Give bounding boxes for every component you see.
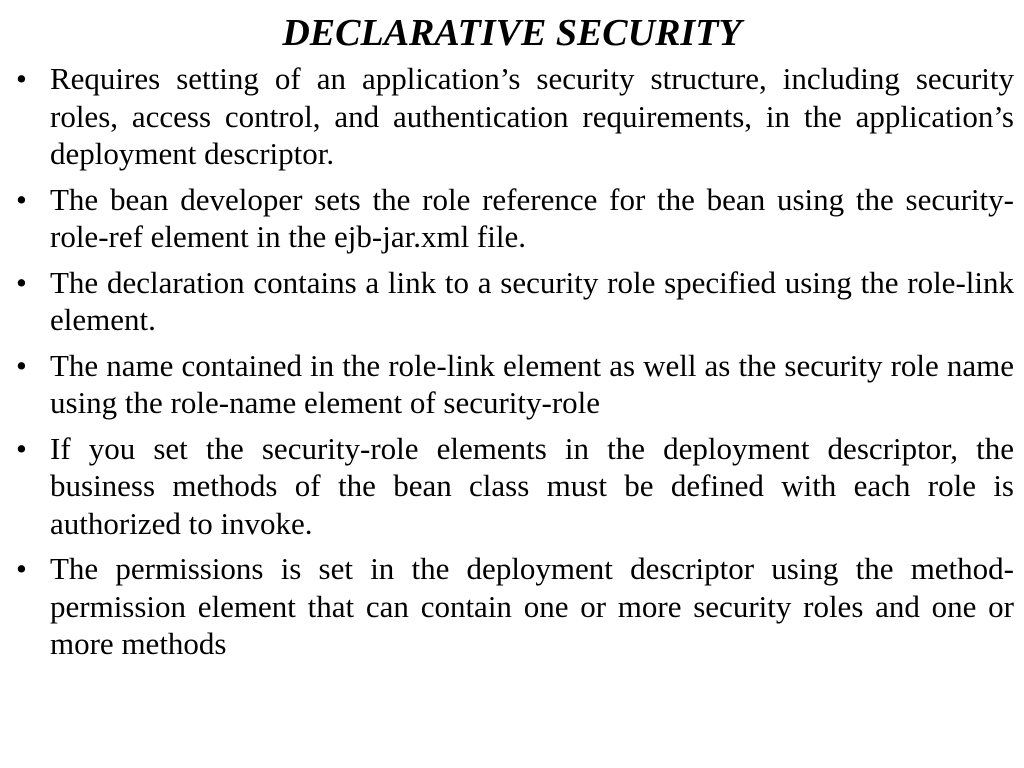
bullet-text: The permissions is set in the deployment descriptor using the method-permission element that can contain one or more security roles and one or more methods [50,551,1014,661]
bullet-item [12,181,1014,256]
bullet-text: The declaration contains a link to a security role specified using the role-link element. [50,264,1014,337]
bullet-icon: • [16,551,27,586]
bullet-text: The name contained in the role-link element as well as the security role name using the role-name element of security-role [50,347,1014,420]
bullet-text: The bean developer sets the role reference for the bean using the security-role-ref element in the ejb-jar.xml file. [50,181,1014,254]
bullet-icon: • [16,181,27,217]
bullet-icon: • [16,347,27,383]
bullet-item [12,264,1014,339]
bullet-item [12,60,1014,173]
bullet-icon: • [16,264,27,300]
bullet-text: Requires setting of an application’s security structure, including security roles, access control, and authentication requirements, in the application’s deployment descriptor. [50,61,1014,171]
bullet-item [12,347,1014,422]
bullet-icon: • [16,61,27,96]
slide-title: DECLARATIVE SECURITY [282,12,742,54]
bullet-list [12,60,1014,671]
bullet-text: If you set the security-role elements in the deployment descriptor, the business methods of the bean class must be defined with each role is authorized to invoke. [50,430,1014,541]
bullet-icon: • [16,430,27,466]
bullet-item [12,430,1014,543]
bullet-item [12,550,1014,663]
